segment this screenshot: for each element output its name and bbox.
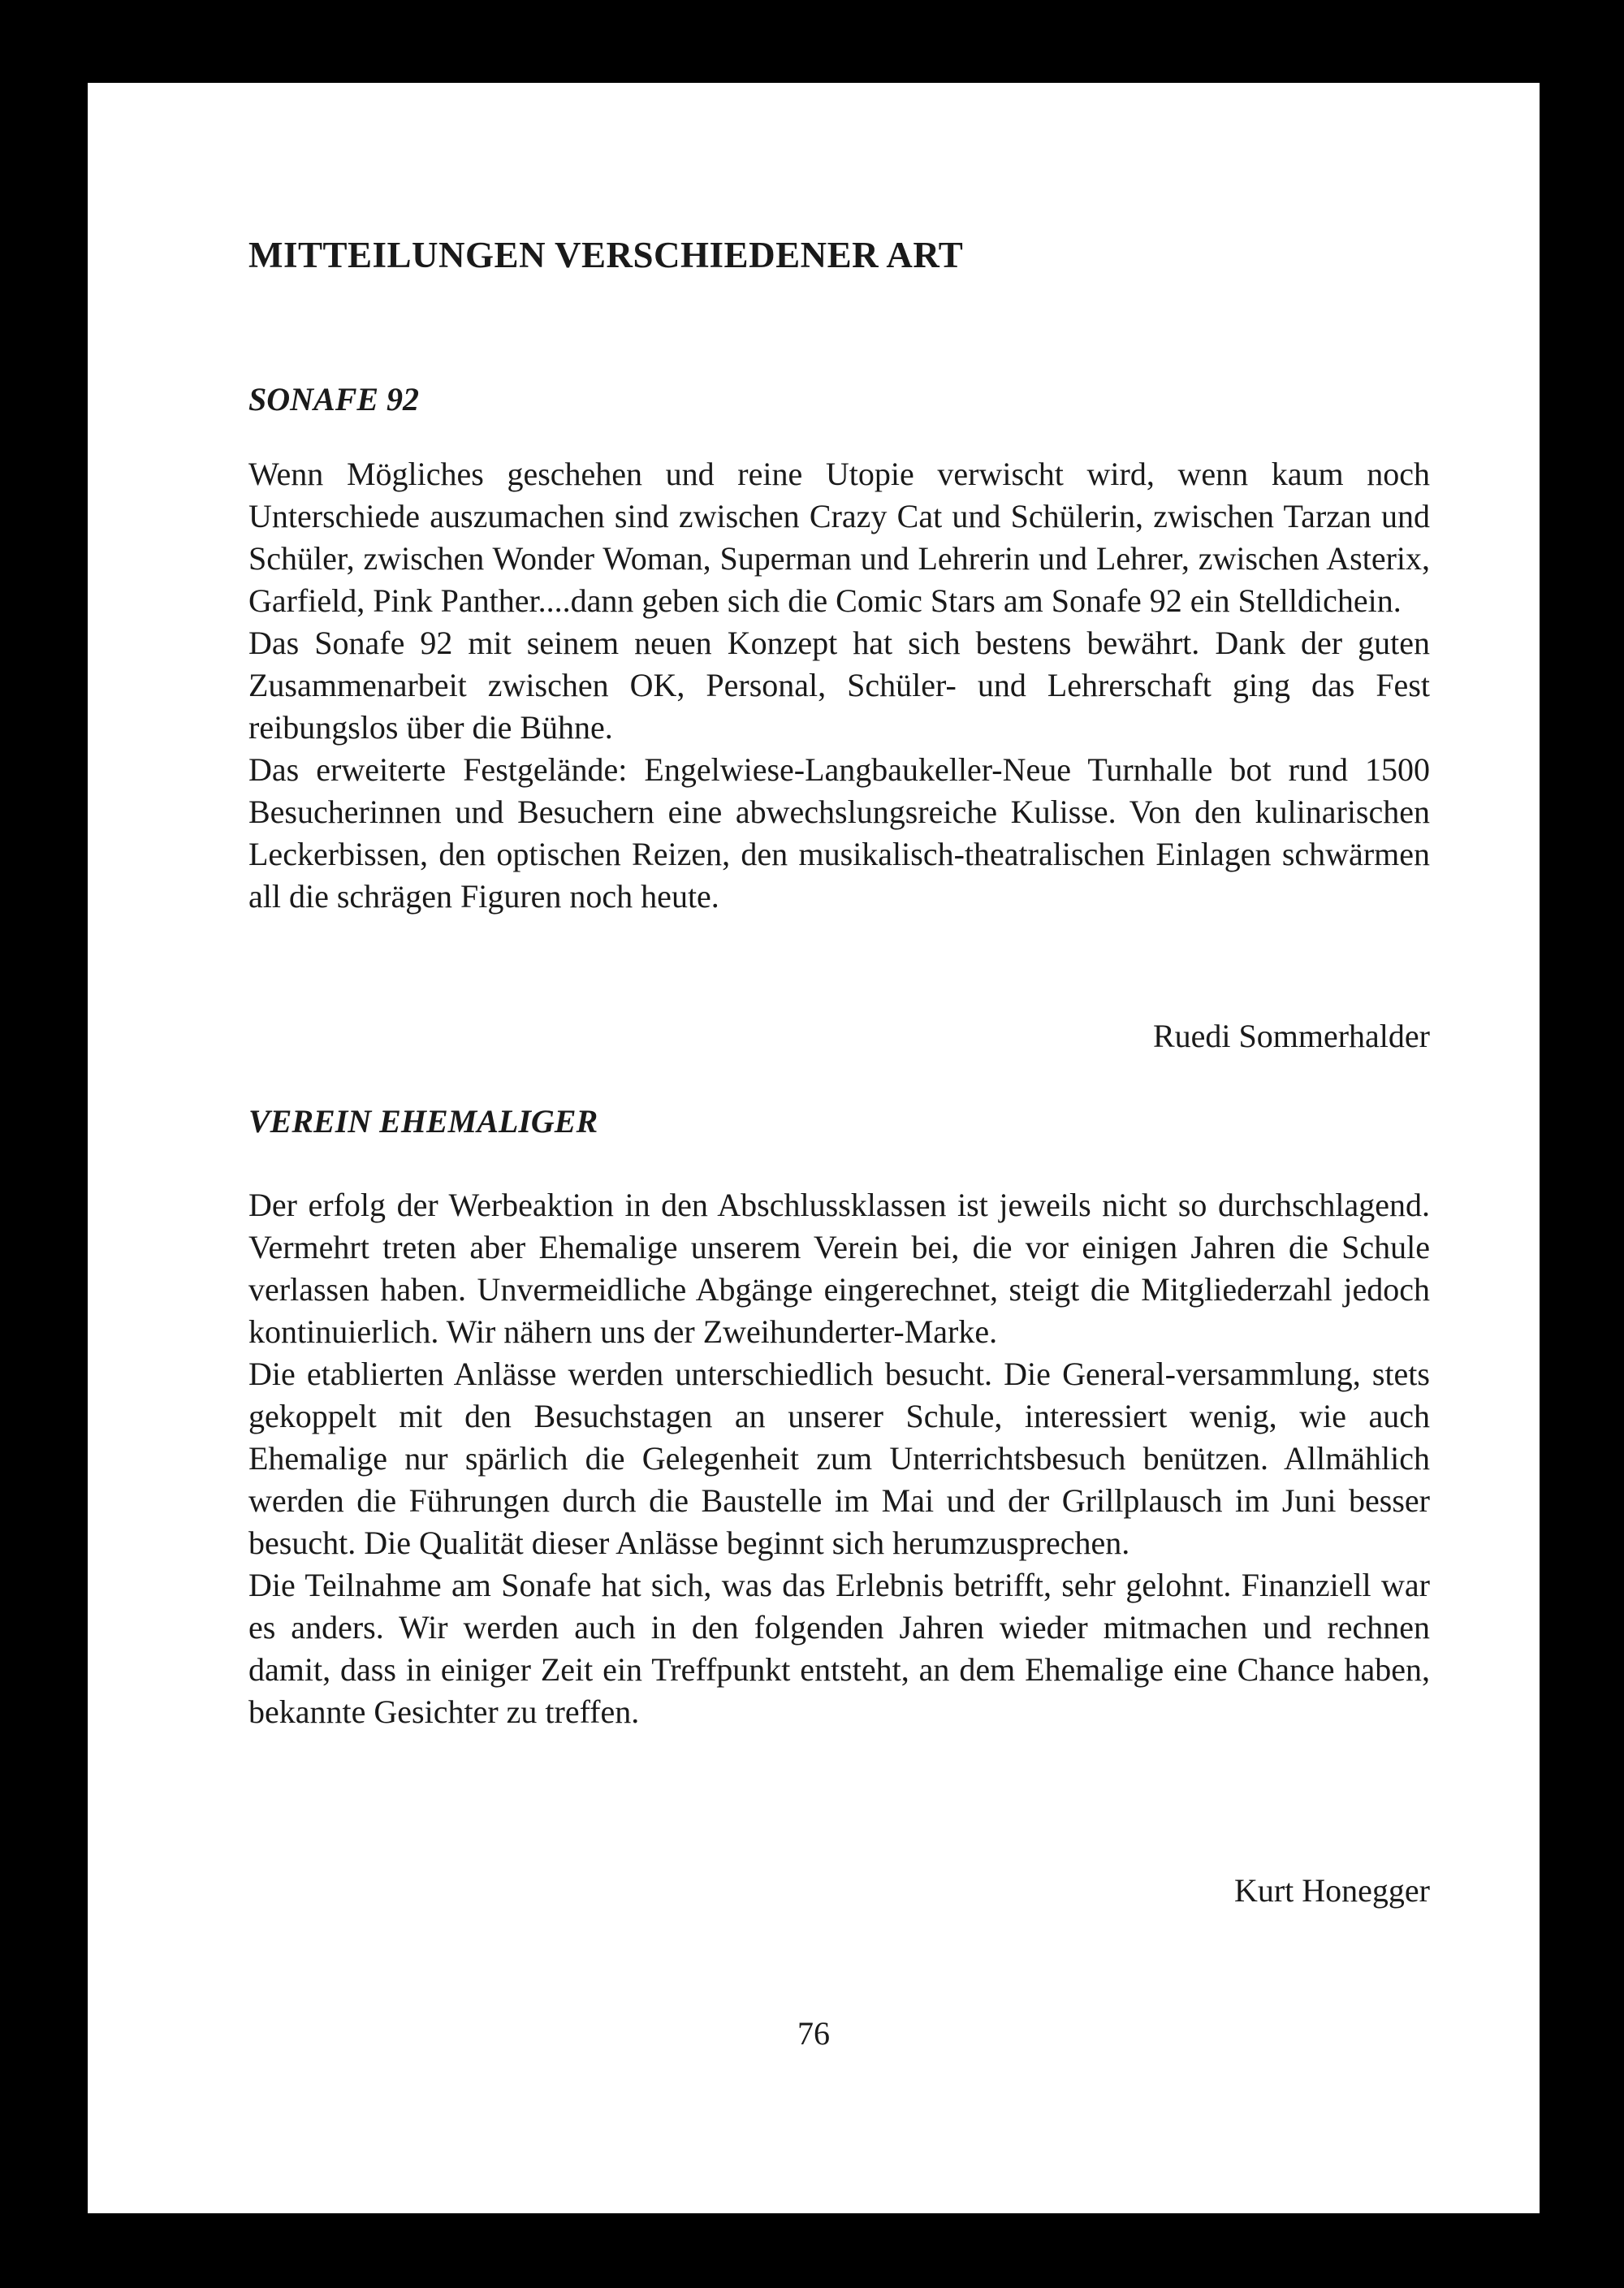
paragraph: Die etablierten Anlässe werden unterschiedlich besucht. Die General-versammlung, stets gekoppelt mit den Besuchstagen an unserer Schule, interessiert wenig, wie auch Ehemalige nur spärlich die Gelegenheit zum Unterrichtsbesuch benützen. Allmählich werden die Führungen durch die Baustelle im Mai und der Grillplausch im Juni besser besucht. Die Qualität dieser Anlässe beginnt sich herumzusprechen. (248, 1356, 1430, 1561)
paragraph: Das erweiterte Festgelände: Engelwiese-Langbaukeller-Neue Turnhalle bot rund 1500 Besucherinnen und Besuchern eine abwechslungsreiche Kulisse. Von den kulinarischen Leckerbissen, den optischen Reizen, den musikalisch-theatralischen Einlagen schwärmen all die schrägen Figuren noch heute. (248, 751, 1430, 915)
section-body-verein (248, 1184, 1430, 1733)
section-title-sonafe: SONAFE 92 (248, 381, 420, 417)
author-signature: Kurt Honegger (1233, 1872, 1430, 1909)
paragraph: Das Sonafe 92 mit seinem neuen Konzept hat sich bestens bewährt. Dank der guten Zusammenarbeit zwischen OK, Personal, Schüler- und Lehrerschaft ging das Fest reibungslos über die Bühne. (248, 625, 1430, 746)
paragraph: Die Teilnahme am Sonafe hat sich, was das Erlebnis betrifft, sehr gelohnt. Finanziell war es anders. Wir werden auch in den folgenden Jahren wieder mitmachen und rechnen damit, dass in einiger Zeit ein Treffpunkt entsteht, an dem Ehemalige eine Chance haben, bekannte Gesichter zu treffen. (248, 1567, 1430, 1730)
page-heading: MITTEILUNGEN VERSCHIEDENER ART (248, 235, 964, 275)
section-body-sonafe (248, 453, 1430, 918)
document-page (88, 83, 1540, 2213)
paragraph: Wenn Mögliches geschehen und reine Utopie verwischt wird, wenn kaum noch Unterschiede auszumachen sind zwischen Crazy Cat und Schülerin, zwischen Tarzan und Schüler, zwischen Wonder Woman, Superman und Lehrerin und Lehrer, zwischen Asterix, Garfield, Pink Panther....dann geben sich die Comic Stars am Sonafe 92 ein Stelldichein. (248, 456, 1430, 619)
author-signature: Ruedi Sommerhalder (1152, 1018, 1430, 1054)
paragraph: Der erfolg der Werbeaktion in den Abschlussklassen ist jeweils nicht so durchschlagend. Vermehrt treten aber Ehemalige unserem Verein bei, die vor einigen Jahren die Schule verlassen haben. Unvermeidliche Abgänge eingerechnet, steigt die Mitgliederzahl jedoch kontinuierlich. Wir nähern uns der Zweihunderter-Marke. (248, 1187, 1430, 1350)
page-number: 76 (797, 2015, 830, 2052)
section-title-verein: VEREIN EHEMALIGER (248, 1103, 598, 1140)
